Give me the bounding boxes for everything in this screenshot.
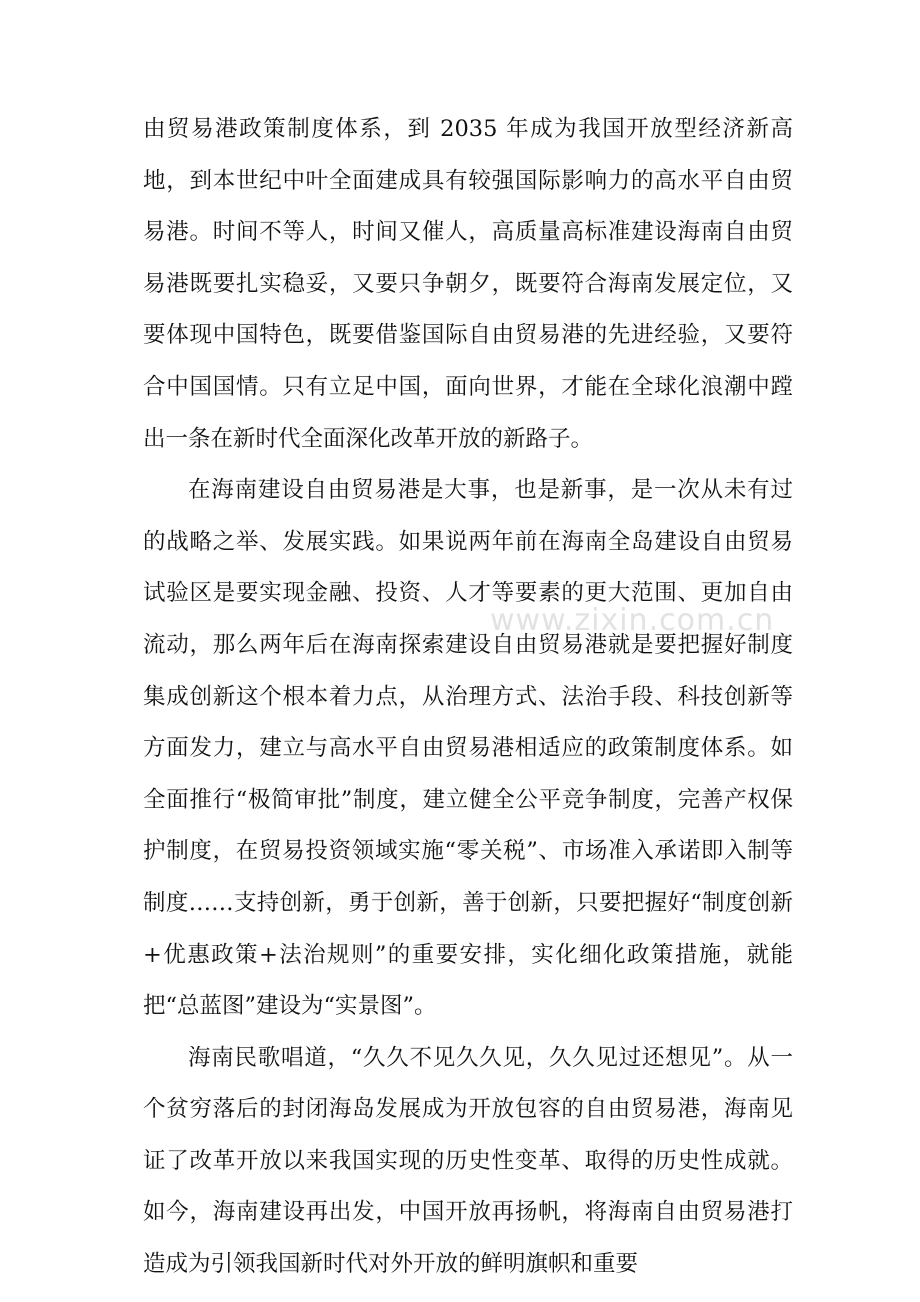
paragraph-1: 由贸易港政策制度体系，到 2035 年成为我国开放型经济新高地，到本世纪中叶全面建成具有较强国际影响力的高水平自由贸易港。时间不等人，时间又催人，高质量高标准建设海南自由贸易港既要扎实稳妥，又要只争朝夕，既要符合海南发展定位，又要体现中国特色，既要借鉴国际自由贸易港的先进经验，又要符合中国国情。只有立足中国，面向世界，才能在全球化浪潮中蹚出一条在新时代全面深化改革开放的新路子。 xyxy=(143,116,793,452)
watermark: www.zixin.com.cn xyxy=(490,603,775,638)
paragraph-3: 海南民歌唱道，“久久不见久久见，久久见过还想见”。从一个贫穷落后的封闭海岛发展成为开放包容的自由贸易港，海南见证了改革开放以来我国实现的历史性变革、取得的历史性成就。如今，海南建设再出发，中国开放再扬帆，将海南自由贸易港打造成为引领我国新时代对外开放的鲜明旗帜和重要 xyxy=(143,1044,793,1278)
paragraph-2: 在海南建设自由贸易港是大事，也是新事，是一次从未有过的战略之举、发展实践。如果说两年前在海南全岛建设自由贸易试验区是要实现金融、投资、人才等要素的更大范围、更加自由流动，那么两年后在海南探索建设自由贸易港就是要把握好制度集成创新这个根本着力点，从治理方式、法治手段、科技创新等方面发力，建立与高水平自由贸易港相适应的政策制度体系。如全面推行“极简审批”制度，建立健全公平竞争制度，完善产权保护制度，在贸易投资领域实施“零关税”、市场准入承诺即入制等制度……支持创新，勇于创新，善于创新，只要把握好“制度创新+优惠政策+法治规则”的重要安排，实化细化政策措施，就能把“总蓝图”建设为“实景图”。 xyxy=(143,477,793,1020)
body-text xyxy=(143,104,793,1291)
